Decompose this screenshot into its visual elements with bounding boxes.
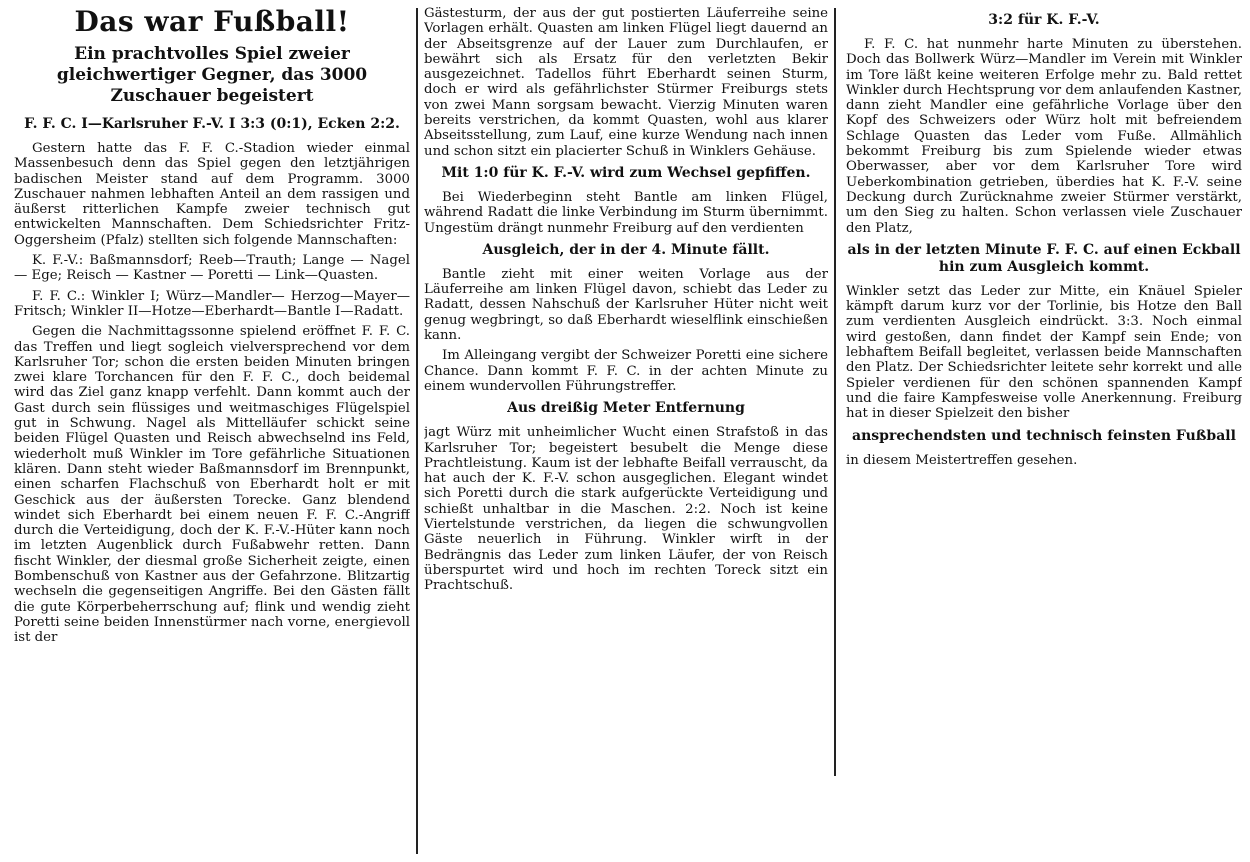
paragraph: Bantle zieht mit einer weiten Vorlage aus der Läuferreihe am linken Flügel davon, schiebt das Leder zu Radatt, dessen Nahschuß der Karlsruher Hüter nicht weit genug wegbringt, so daß Eberhardt wieselflink einschießen kann. (424, 266, 828, 344)
match-result: F. F. C. I—Karlsruher F.-V. I 3:3 (0:1), Ecken 2:2. (24, 116, 400, 132)
section-heading: ansprechendsten und technisch feinsten Fußball (852, 427, 1236, 444)
article-column-1 (14, 6, 410, 858)
article-column-3 (846, 6, 1242, 858)
paragraph: F. F. C. hat nunmehr harte Minuten zu überstehen. Doch das Bollwerk Würz—Mandler im Verein mit Winkler im Tore läßt keine weiteren Erfolge mehr zu. Bald rettet Winkler durch Hechtsprung vor dem anlaufenden Kastner, dann zieht Mandler eine gefährliche Vorlage über den Kopf des Schweizers oder Würz holt mit befreiendem Schlage Quasten das Leder vom Fuße. Allmählich bekommt Freiburg bis zum Spielende wieder etwas Oberwasser, aber vor dem Karlsruher Tore wird Ueberkombination getrieben, überdies hat K. F.-V. seine Deckung durch Zurücknahme zweier Stürmer verstärkt, um den Sieg zu halten. Schon verlassen viele Zuschauer den Platz, (846, 37, 1242, 236)
paragraph: Gegen die Nachmittagssonne spielend eröffnet F. F. C. das Treffen und liegt sogleich vielversprechend vor dem Karlsruher Tor; schon die ersten beiden Minuten bringen zwei klare Torchancen für den F. F. C., doch beidemal wird das Ziel ganz knapp verfehlt. Dann kommt auch der Gast durch sein flüssiges und weitmaschiges Flügelspiel gut in Schwung. Nagel als Mittelläufer schickt seine beiden Flügel Quasten und Reisch abwechselnd ins Feld, wiederholt muß Winkler im Tore gefährliche Situationen klären. Dann steht wieder Baßmannsdorf im Brennpunkt, einen scharfen Flachschuß von Eberhardt holt er mit Geschick aus der äußersten Torecke. Ganz blendend windet sich Eberhardt bei einem neuen F. F. C.-Angriff durch die Verteidigung, doch der K. F.-V.-Hüter kann noch im letzten Augenblick durch Fußabwehr retten. Dann fischt Winkler, der diesmal große Sicherheit zeigte, einen Bombenschuß von Kastner aus der Gefahrzone. Blitzartig wechseln die gegenseitigen Angriffe. Bei den Gästen fällt die gute Körperbeherrschung auf; flink und wendig zieht Poretti seine beiden Innenstürmer nach vorne, energievoll ist der (14, 324, 410, 646)
paragraph: Winkler setzt das Leder zur Mitte, ein Knäuel Spieler kämpft darum kurz vor der Torlinie, bis Hotze den Ball zum verdienten Ausgleich eindrückt. 3:3. Noch einmal wird gestoßen, dann findet der Kampf sein Ende; von lebhaftem Beifall begleitet, verlassen beide Mannschaften den Platz. Der Schiedsrichter leitete sehr korrekt und alle Spieler verdienen für den schönen spannenden Kampf und die faire Kampfesweise volle Anerkennung. Freiburg hat in dieser Spielzeit den bisher (846, 283, 1242, 422)
article-subheadline: Ein prachtvolles Spiel zweier gleichwertiger Gegner, das 3000 Zuschauer begeistert (56, 44, 368, 106)
paragraph: Gästesturm, der aus der gut postierten Läuferreihe seine Vorlagen erhält. Quasten am linken Flügel liegt dauernd an der Abseitsgrenze auf der Lauer zum Durchlaufen, er bewährt sich als Ersatz für den verletzten Bekir ausgezeichnet. Tadellos führt Eberhardt seinen Sturm, doch er wird als gefährlichster Stürmer Freiburgs stets von zwei Mann sorgsam bewacht. Vierzig Minuten waren bereits verstrichen, da kommt Quasten, wohl aus klarer Abseitsstellung, zum Lauf, eine kurze Wendung nach innen und schon sitzt ein placierter Schuß in Winklers Gehäuse. (424, 6, 828, 159)
paragraph: in diesem Meistertreffen gesehen. (846, 452, 1078, 468)
section-heading: Ausgleich, der in der 4. Minute fällt. (482, 241, 770, 258)
section-heading: als in der letzten Minute F. F. C. auf einen Eckball hin zum Ausgleich kommt. (847, 241, 1241, 275)
lineup-ffc: F. F. C.: Winkler I; Würz—Mandler— Herzog—Mayer—Fritsch; Winkler II—Hotze—Eberhardt—Bantle I—Radatt. (14, 288, 410, 319)
section-heading: Mit 1:0 für K. F.-V. wird zum Wechsel gepfiffen. (441, 164, 811, 181)
column-divider (416, 8, 418, 854)
column-divider (834, 8, 836, 776)
paragraph: Gestern hatte das F. F. C.-Stadion wieder einmal Massenbesuch denn das Spiel gegen den letztjährigen badischen Meister stand auf dem Programm. 3000 Zuschauer nahmen lebhaften Anteil an dem rassigen und äußerst ritterlichen Kampfe zweier technisch gut entwickelten Mannschaften. Dem Schiedsrichter Fritz-Oggersheim (Pfalz) stellten sich folgende Mannschaften: (14, 141, 410, 248)
paragraph: jagt Würz mit unheimlicher Wucht einen Strafstoß in das Karlsruher Tor; begeistert besubelt die Menge diese Prachtleistung. Kaum ist der lebhafte Beifall verrauscht, da hat auch der K. F.-V. schon ausgeglichen. Elegant windet sich Poretti durch die stark aufgerückte Verteidigung und schießt unhaltbar in die Maschen. 2:2. Noch ist keine Viertelstunde verstrichen, da liegen die schwungvollen Gäste neuerlich in Führung. Winkler wirft in der Bedrängnis das Leder zum linken Läufer, der von Reisch überspurtet wird und hoch im rechten Toreck sitzt ein Prachtschuß. (424, 425, 828, 594)
lineup-kfv: K. F.-V.: Baßmannsdorf; Reeb—Trauth; Lange — Nagel — Ege; Reisch — Kastner — Poretti — Link—Quasten. (14, 253, 410, 284)
section-heading: Aus dreißig Meter Entfernung (507, 400, 745, 417)
section-heading: 3:2 für K. F.-V. (988, 12, 1100, 28)
paragraph: Bei Wiederbeginn steht Bantle am linken Flügel, während Radatt die linke Verbindung im Sturm übernimmt. Ungestüm drängt nunmehr Freiburg auf den verdienten (424, 189, 828, 236)
paragraph: Im Alleingang vergibt der Schweizer Poretti eine sichere Chance. Dann kommt F. F. C. in der achten Minute zu einem wundervollen Führungstreffer. (424, 348, 828, 394)
article-column-2 (424, 6, 828, 858)
article-headline: Das war Fußball! (74, 6, 350, 38)
